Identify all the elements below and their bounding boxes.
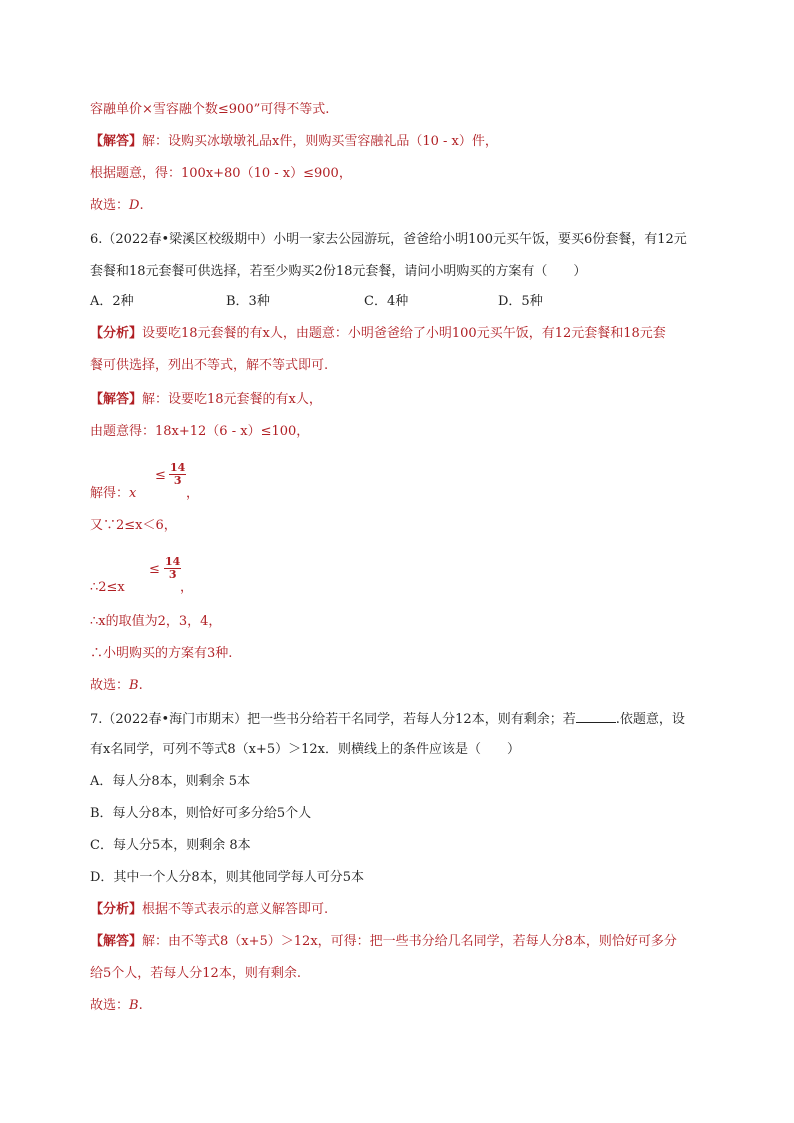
fraction-numerator: 14 [165,555,181,568]
q6-answer-line-1 [90,390,322,410]
q7-option-d [90,868,364,888]
text: 解：设购买冰墩墩礼品x件，则购买雪容融礼品（10 - x）件， [142,134,498,149]
choose-line [90,196,144,216]
option-b: B．3种 [226,294,270,309]
q6-options [90,292,710,312]
q7-option-b [90,804,311,824]
text: 解得： [90,486,130,501]
q7-option-a [90,772,250,792]
text: D．其中一个人分8本，则其他同学每人可分5本 [90,870,364,885]
text: 故选： [90,198,130,213]
q6-also-line [90,516,177,536]
answer-line-2 [90,164,352,184]
text: ∴2≤x [90,580,125,595]
analysis-tag: 【分析】 [90,902,143,917]
option-d: D．5种 [498,294,543,309]
text: 解：设要吃18元套餐的有x人， [142,392,322,407]
text: .依题意，设 [615,712,685,727]
text: 设要吃18元套餐的有x人，由题意：小明爸爸给了小明100元买午饭，有12元套餐和18元套 [142,326,666,341]
comma: ， [186,486,200,501]
text: 故选： [90,998,130,1013]
q7-analysis-line [90,900,328,920]
text: 有x名同学，可列不等式8（x+5）＞12x．则横线上的条件应该是（ ） [90,742,520,757]
q6-stem-line-1 [90,230,687,250]
fraction-denominator: 3 [173,474,182,487]
text: 7.（2022春•海门市期末）把一些书分给若干名同学，若每人分12本，则有剩余；若 [90,712,576,727]
answer-letter: D [129,198,140,213]
text: 根据不等式表示的意义解答即可. [142,902,329,917]
analysis-tag: 【分析】 [90,326,143,341]
text: 故选： [90,678,130,693]
q6-analysis-line-1 [90,324,666,344]
text: 套餐和18元套餐可供选择，若至少购买2份18元套餐，请问小明购买的方案有（ ） [90,264,587,279]
text: 餐可供选择，列出不等式，解不等式即可. [90,358,329,373]
fraction-numerator: 14 [170,461,186,474]
leq-sign: ≤ [155,468,166,483]
text: 由题意得：18x+12（6 - x）≤100， [90,424,310,439]
answer-tag: 【解答】 [90,134,143,149]
q6-values-line [90,612,221,632]
leq-sign: ≤ [149,562,160,577]
q6-count-line [90,644,232,664]
q6-therefore-line [90,578,125,598]
text: A．每人分8本，则剩余 5本 [90,774,251,789]
text: 解：由不等式8（x+5）＞12x，可得：把一些书分给几名同学，若每人分8本，则恰好可多分 [142,934,677,949]
answer-line-1 [90,132,498,152]
fraction-denominator: 3 [168,568,177,581]
text: 根据题意，得：100x+80（10 - x）≤900， [90,166,352,181]
text: B．每人分8本，则恰好可多分给5个人 [90,806,312,821]
text: 6.（2022春•梁溪区校级期中）小明一家去公园游玩，爸爸给小明100元买午饭，要买6份套餐，有12元 [90,232,687,247]
option-a: A．2种 [90,294,134,309]
text: . [139,198,144,213]
comma: ， [180,580,194,595]
answer-letter: B [129,678,139,693]
q7-option-c [90,836,251,856]
answer-tag: 【解答】 [90,392,143,407]
q7-answer-line-2 [90,964,301,984]
q7-answer-line-1 [90,932,677,952]
fill-blank [576,708,616,723]
analysis-continuation [90,100,329,120]
text: . [138,998,143,1013]
fraction-14-3 [169,462,186,487]
text: 给5个人，若每人分12本，则有剩余. [90,966,301,981]
text: 容融单价×雪容融个数≤900”可得不等式. [90,102,330,117]
answer-letter: B [129,998,139,1013]
q7-stem-line-2 [90,740,520,760]
q6-solve-line [90,484,136,504]
q6-answer-line-2 [90,422,309,442]
text: ∴小明购买的方案有3种. [90,646,233,661]
text: ∴x的取值为2，3，4， [90,614,222,629]
q6-stem-line-2 [90,262,586,282]
variable: x [129,486,137,501]
q6-analysis-line-2 [90,356,328,376]
q7-stem-line-1 [90,708,685,728]
text: 又∵2≤x＜6， [90,518,177,533]
q7-choose-line [90,996,143,1016]
answer-tag: 【解答】 [90,934,143,949]
text: . [138,678,143,693]
option-c: C．4种 [364,294,409,309]
q6-choose-line [90,676,143,696]
text: C．每人分5本，则剩余 8本 [90,838,251,853]
fraction-14-3 [164,556,181,581]
